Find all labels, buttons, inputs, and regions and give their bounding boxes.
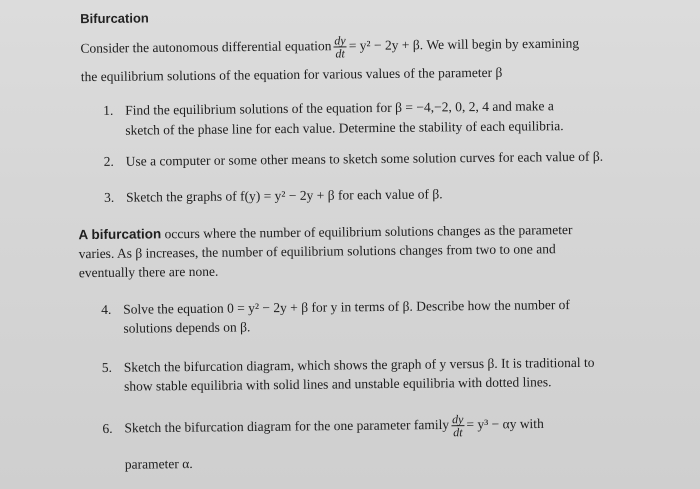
- item-5-line-1: [102, 355, 595, 376]
- item-1-text: Find the equilibrium solutions of the equation for β = −4,−2, 0, 2, 4 and make a: [125, 98, 554, 118]
- intro-equation: = y² − 2y + β. We will begin by examining: [348, 35, 580, 53]
- item-3: [104, 186, 443, 206]
- item-6-frac-num: dy: [451, 412, 464, 427]
- item-1-line-1: [103, 98, 554, 119]
- item-6-number: 6.: [102, 420, 113, 436]
- item-6-equation: = y³ − αy with: [466, 415, 544, 432]
- item-5-text: Sketch the bifurcation diagram, which shows the graph of y versus β. It is traditional to: [123, 354, 595, 375]
- intro-derivative: [333, 34, 347, 59]
- item-6-text: Sketch the bifurcation diagram for the one parameter family: [124, 416, 450, 436]
- item-4-text: Solve the equation 0 = y² − 2y + β for y in terms of β. Describe how the number of: [123, 297, 570, 317]
- item-4-line-2: solutions depends on β.: [123, 319, 251, 336]
- item-5-line-2: show stable equilibria with solid lines and unstable equilibria with dotted lines.: [123, 374, 552, 394]
- item-1-line-2: sketch of the phase line for each value. Determine the stability of each equilibria.: [125, 118, 564, 138]
- item-2-text: Use a computer or some other means to sketch some solution curves for each value of β.: [125, 148, 604, 169]
- definition-line-3: eventually there are none.: [78, 263, 219, 281]
- intro-frac-den: dt: [335, 46, 345, 61]
- intro-line-1: [80, 32, 579, 62]
- definition-term: A bifurcation: [78, 226, 162, 243]
- definition-line-2: varies. As β increases, the number of equilibrium solutions changes from two to one and: [78, 241, 556, 262]
- item-6-frac-den: dt: [453, 425, 463, 440]
- definition-line-1: [78, 222, 572, 243]
- item-5-number: 5.: [101, 359, 113, 375]
- item-4-number: 4.: [101, 301, 112, 317]
- item-6-line-2: parameter α.: [124, 456, 193, 472]
- intro-text: Consider the autonomous differential equation: [80, 38, 332, 56]
- item-3-text: Sketch the graphs of f(y) = y² − 2y + β for each value of β.: [125, 186, 443, 205]
- item-4-line-1: [101, 297, 570, 318]
- intro-frac-num: dy: [334, 33, 346, 48]
- item-6-derivative: [451, 413, 465, 438]
- definition-text: occurs where the number of equilibrium solutions changes as the parameter: [161, 222, 573, 242]
- item-2: [104, 149, 603, 170]
- intro-line-2: the equilibrium solutions of the equation for various values of the parameter β: [80, 64, 503, 85]
- item-3-number: 3.: [103, 189, 115, 205]
- item-1-number: 1.: [103, 102, 114, 118]
- item-6-line-1: [102, 412, 544, 442]
- page-title: Bifurcation: [80, 10, 149, 27]
- item-2-number: 2.: [103, 153, 114, 169]
